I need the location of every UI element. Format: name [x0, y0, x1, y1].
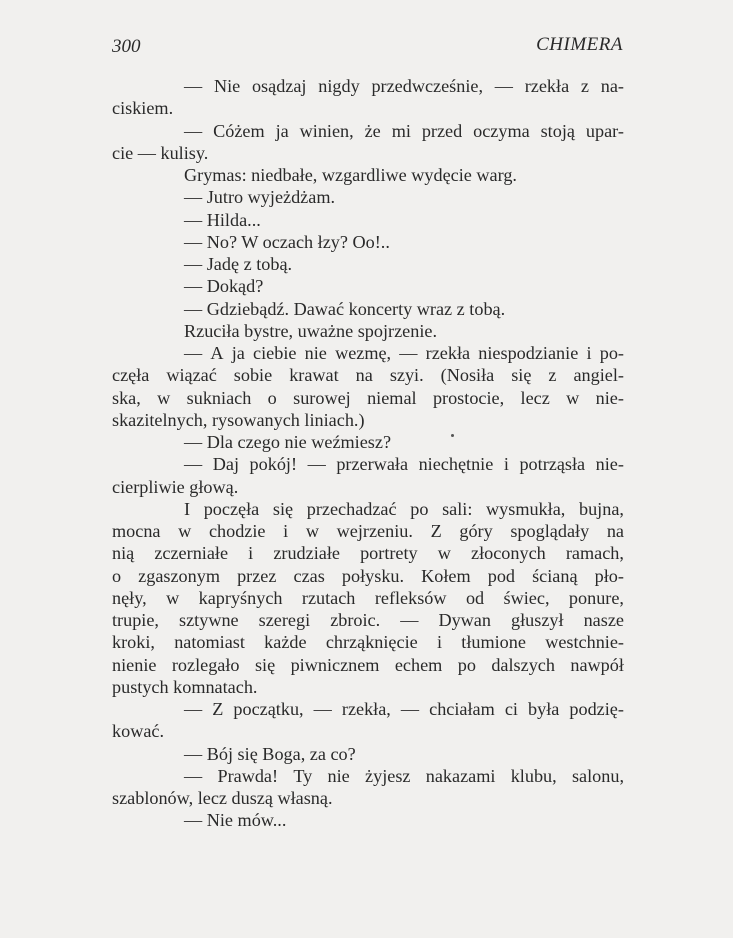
text-line: — A ja ciebie nie wezmę, — rzekła niespodzianie i po- — [184, 343, 624, 363]
text-line: nęły, w kapryśnych rzutach refleksów od świec, ponure, — [112, 587, 624, 608]
text-line: mocna w chodzie i w wejrzeniu. Z góry spoglądały na — [112, 521, 624, 541]
text-line: I poczęła się przechadzać po sali: wysmukła, bujna, — [184, 498, 624, 519]
text-line: cie — kulisy. — [112, 142, 209, 163]
text-line: skazitelnych, rysowanych liniach.) — [112, 409, 365, 430]
text-line: trupie, sztywne szeregi zbroic. — Dywan głuszył nasze — [112, 610, 624, 630]
text-line: Grymas: niedbałe, wzgardliwe wydęcie warg. — [184, 165, 517, 185]
text-line: ciskiem. — [112, 98, 174, 119]
text-line: ska, w sukniach o surowej niemal prostocie, lecz w nie- — [112, 387, 624, 408]
stray-mark — [451, 434, 454, 437]
text-line: — Daj pokój! — przerwała niechętnie i potrząsła nie- — [184, 454, 624, 475]
text-line: — Dokąd? — [184, 276, 264, 297]
text-line: Rzuciła bystre, uważne spojrzenie. — [184, 320, 438, 341]
text-line: — Nie mów... — [184, 810, 287, 831]
text-line: — Nie osądzaj nigdy przedwcześnie, — rzekła z na- — [184, 76, 624, 96]
text-line: — Jadę z tobą. — [184, 254, 293, 274]
text-line: częła wiązać sobie krawat na szyi. (Nosiła się z angiel- — [112, 365, 624, 386]
text-line: — Prawda! Ty nie żyjesz nakazami klubu, salonu, — [184, 765, 624, 786]
body-text — [112, 75, 624, 832]
text-line: — Bój się Boga, za co? — [184, 743, 356, 764]
page-number: 300 — [112, 36, 141, 57]
text-line: — Hilda... — [184, 209, 261, 230]
text-line: pustych komnatach. — [112, 676, 258, 697]
text-line: kroki, natomiast każde chrząknięcie i tłumione westchnie- — [112, 632, 624, 653]
text-line: nienie rozlegało się piwnicznem echem po dalszych nawpół — [112, 654, 624, 675]
text-line: cierpliwie głową. — [112, 476, 239, 497]
text-line: — Jutro wyjeżdżam. — [184, 187, 336, 208]
text-line: o zgaszonym przez czas połysku. Kołem pod ścianą pło- — [112, 565, 624, 586]
text-line: — Dla czego nie weźmiesz? — [184, 432, 392, 452]
text-line: — Z początku, — rzekła, — chciałam ci była podzię- — [184, 699, 624, 719]
text-line: kować. — [112, 721, 165, 742]
text-line: szablonów, lecz duszą własną. — [112, 788, 333, 808]
running-title: CHIMERA — [536, 34, 623, 55]
text-line: — Gdziebądź. Dawać koncerty wraz z tobą. — [184, 298, 506, 319]
text-line: — Cóżem ja winien, że mi przed oczyma stoją upar- — [184, 120, 624, 141]
text-line: — No? W oczach łzy? Oo!.. — [184, 231, 390, 252]
text-line: nią zczerniałe i zrudziałe portrety w złoconych ramach, — [112, 543, 624, 564]
